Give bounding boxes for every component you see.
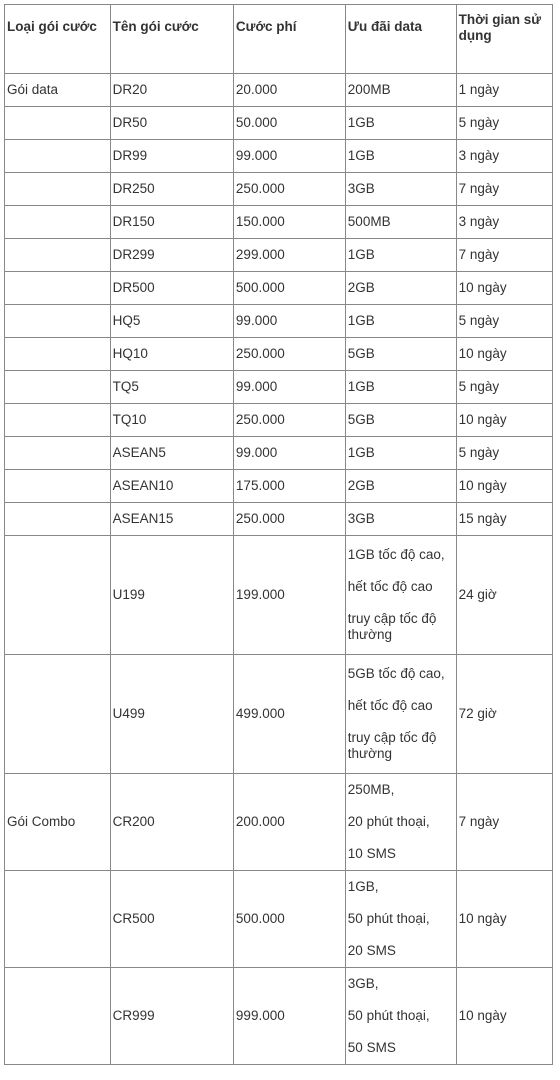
cell-fee: 250.000 (233, 338, 345, 371)
cell-fee: 50.000 (233, 107, 345, 140)
cell-data-offer (345, 272, 456, 305)
cell-package-type (5, 503, 111, 536)
cell-data-offer (345, 968, 456, 1065)
cell-data-offer (345, 239, 456, 272)
cell-data-offer (345, 173, 456, 206)
cell-usage-time: 15 ngày (456, 503, 552, 536)
cell-usage-time: 5 ngày (456, 107, 552, 140)
cell-data-offer (345, 305, 456, 338)
data-offer-line: 20 SMS (347, 943, 396, 958)
data-offer-line: 3GB (347, 181, 375, 196)
header-fee: Cước phí (233, 5, 345, 74)
data-offer-line: 200MB (347, 82, 391, 97)
table-header (5, 5, 553, 74)
cell-usage-time: 5 ngày (456, 305, 552, 338)
cell-package-name: DR250 (110, 173, 233, 206)
cell-usage-time: 5 ngày (456, 371, 552, 404)
cell-data-offer (345, 107, 456, 140)
cell-package-type (5, 968, 111, 1065)
cell-data-offer (345, 470, 456, 503)
cell-fee: 250.000 (233, 503, 345, 536)
cell-package-name: DR150 (110, 206, 233, 239)
cell-usage-time: 72 giờ (456, 655, 552, 774)
cell-package-type (5, 239, 111, 272)
data-offer-line: 2GB (347, 280, 375, 295)
cell-package-type (5, 536, 111, 655)
data-offer-line: 1GB tốc độ cao, (347, 547, 445, 562)
cell-usage-time: 7 ngày (456, 774, 552, 871)
cell-usage-time: 10 ngày (456, 404, 552, 437)
cell-package-name: CR200 (110, 774, 233, 871)
data-offer-line: 50 phút thoại, (347, 911, 430, 926)
data-offer-line: 1GB (347, 379, 375, 394)
cell-package-name: DR500 (110, 272, 233, 305)
cell-package-name: TQ10 (110, 404, 233, 437)
cell-data-offer (345, 338, 456, 371)
cell-package-name: HQ5 (110, 305, 233, 338)
table-row (5, 272, 553, 305)
table-row (5, 140, 553, 173)
cell-fee: 99.000 (233, 140, 345, 173)
table-body (5, 74, 553, 1065)
header-package-name: Tên gói cước (110, 5, 233, 74)
cell-fee: 150.000 (233, 206, 345, 239)
cell-package-name: HQ10 (110, 338, 233, 371)
cell-usage-time: 10 ngày (456, 871, 552, 968)
cell-package-type (5, 107, 111, 140)
table-row (5, 338, 553, 371)
cell-fee: 500.000 (233, 272, 345, 305)
header-row (5, 5, 553, 74)
cell-package-name: ASEAN10 (110, 470, 233, 503)
cell-data-offer (345, 655, 456, 774)
data-offer-line: thường (347, 746, 392, 761)
cell-fee: 500.000 (233, 871, 345, 968)
data-offer-line: 10 SMS (347, 846, 396, 861)
cell-data-offer (345, 404, 456, 437)
data-offer-line: 1GB (347, 247, 375, 262)
data-offer-line: truy cập tốc độ (347, 611, 437, 626)
cell-package-name: DR50 (110, 107, 233, 140)
cell-package-name: U499 (110, 655, 233, 774)
data-offer-line: 3GB (347, 511, 375, 526)
cell-usage-time: 5 ngày (456, 437, 552, 470)
cell-package-type (5, 655, 111, 774)
data-offer-line: 1GB, (347, 879, 379, 894)
table-row (5, 774, 553, 871)
table-row (5, 239, 553, 272)
table-row (5, 107, 553, 140)
cell-package-name: DR99 (110, 140, 233, 173)
cell-package-name: ASEAN15 (110, 503, 233, 536)
data-offer-line: hết tốc độ cao (347, 698, 433, 713)
cell-fee: 199.000 (233, 536, 345, 655)
cell-data-offer (345, 437, 456, 470)
data-offer-line: 500MB (347, 214, 391, 229)
cell-package-type (5, 338, 111, 371)
cell-package-type: Gói data (5, 74, 111, 107)
cell-usage-time: 1 ngày (456, 74, 552, 107)
header-usage-time: Thời gian sử dụng (456, 5, 552, 74)
cell-usage-time: 7 ngày (456, 173, 552, 206)
cell-package-type (5, 470, 111, 503)
cell-fee: 99.000 (233, 305, 345, 338)
cell-data-offer (345, 871, 456, 968)
table-row (5, 206, 553, 239)
cell-fee: 200.000 (233, 774, 345, 871)
cell-package-type (5, 305, 111, 338)
cell-package-name: ASEAN5 (110, 437, 233, 470)
header-package-type: Loại gói cước (5, 5, 111, 74)
cell-usage-time: 10 ngày (456, 338, 552, 371)
cell-fee: 250.000 (233, 173, 345, 206)
cell-usage-time: 10 ngày (456, 470, 552, 503)
cell-fee: 20.000 (233, 74, 345, 107)
cell-package-name: CR999 (110, 968, 233, 1065)
table-row (5, 404, 553, 437)
cell-data-offer (345, 371, 456, 404)
table-row (5, 470, 553, 503)
data-offer-line: 1GB (347, 445, 375, 460)
cell-fee: 299.000 (233, 239, 345, 272)
data-offer-line: 1GB (347, 115, 375, 130)
data-offer-line: 2GB (347, 478, 375, 493)
cell-fee: 499.000 (233, 655, 345, 774)
table-row (5, 305, 553, 338)
package-table (4, 4, 553, 1065)
data-offer-line: 5GB (347, 346, 375, 361)
table-row (5, 871, 553, 968)
cell-usage-time: 3 ngày (456, 140, 552, 173)
cell-data-offer (345, 74, 456, 107)
cell-fee: 99.000 (233, 371, 345, 404)
cell-package-type (5, 404, 111, 437)
cell-package-name: CR500 (110, 871, 233, 968)
data-offer-line: hết tốc độ cao (347, 579, 433, 594)
table-row (5, 74, 553, 107)
cell-package-type (5, 371, 111, 404)
cell-package-type (5, 173, 111, 206)
table-row (5, 503, 553, 536)
cell-usage-time: 10 ngày (456, 968, 552, 1065)
cell-fee: 250.000 (233, 404, 345, 437)
cell-data-offer (345, 503, 456, 536)
data-offer-line: 3GB, (347, 976, 379, 991)
data-offer-line: 1GB (347, 148, 375, 163)
cell-package-type: Gói Combo (5, 774, 111, 871)
cell-fee: 175.000 (233, 470, 345, 503)
table-row (5, 655, 553, 774)
cell-package-name: DR20 (110, 74, 233, 107)
table-row (5, 536, 553, 655)
cell-usage-time: 7 ngày (456, 239, 552, 272)
data-offer-line: 5GB tốc độ cao, (347, 666, 445, 681)
cell-data-offer (345, 206, 456, 239)
cell-package-name: TQ5 (110, 371, 233, 404)
cell-usage-time: 3 ngày (456, 206, 552, 239)
cell-data-offer (345, 536, 456, 655)
cell-package-type (5, 272, 111, 305)
table-row (5, 968, 553, 1065)
data-offer-line: 50 SMS (347, 1040, 396, 1055)
data-offer-line: truy cập tốc độ (347, 730, 437, 745)
data-offer-line: 5GB (347, 412, 375, 427)
cell-package-type (5, 437, 111, 470)
cell-usage-time: 24 giờ (456, 536, 552, 655)
table-row (5, 173, 553, 206)
cell-package-type (5, 871, 111, 968)
cell-usage-time: 10 ngày (456, 272, 552, 305)
header-data-offer: Ưu đãi data (345, 5, 456, 74)
cell-package-type (5, 206, 111, 239)
cell-package-name: U199 (110, 536, 233, 655)
cell-data-offer (345, 140, 456, 173)
cell-package-name: DR299 (110, 239, 233, 272)
data-offer-line: 50 phút thoại, (347, 1008, 430, 1023)
cell-package-type (5, 140, 111, 173)
cell-fee: 999.000 (233, 968, 345, 1065)
data-offer-line: 250MB, (347, 782, 395, 797)
cell-data-offer (345, 774, 456, 871)
table-row (5, 437, 553, 470)
table-row (5, 371, 553, 404)
data-offer-line: thường (347, 627, 392, 642)
data-offer-line: 1GB (347, 313, 375, 328)
data-offer-line: 20 phút thoại, (347, 814, 430, 829)
cell-fee: 99.000 (233, 437, 345, 470)
